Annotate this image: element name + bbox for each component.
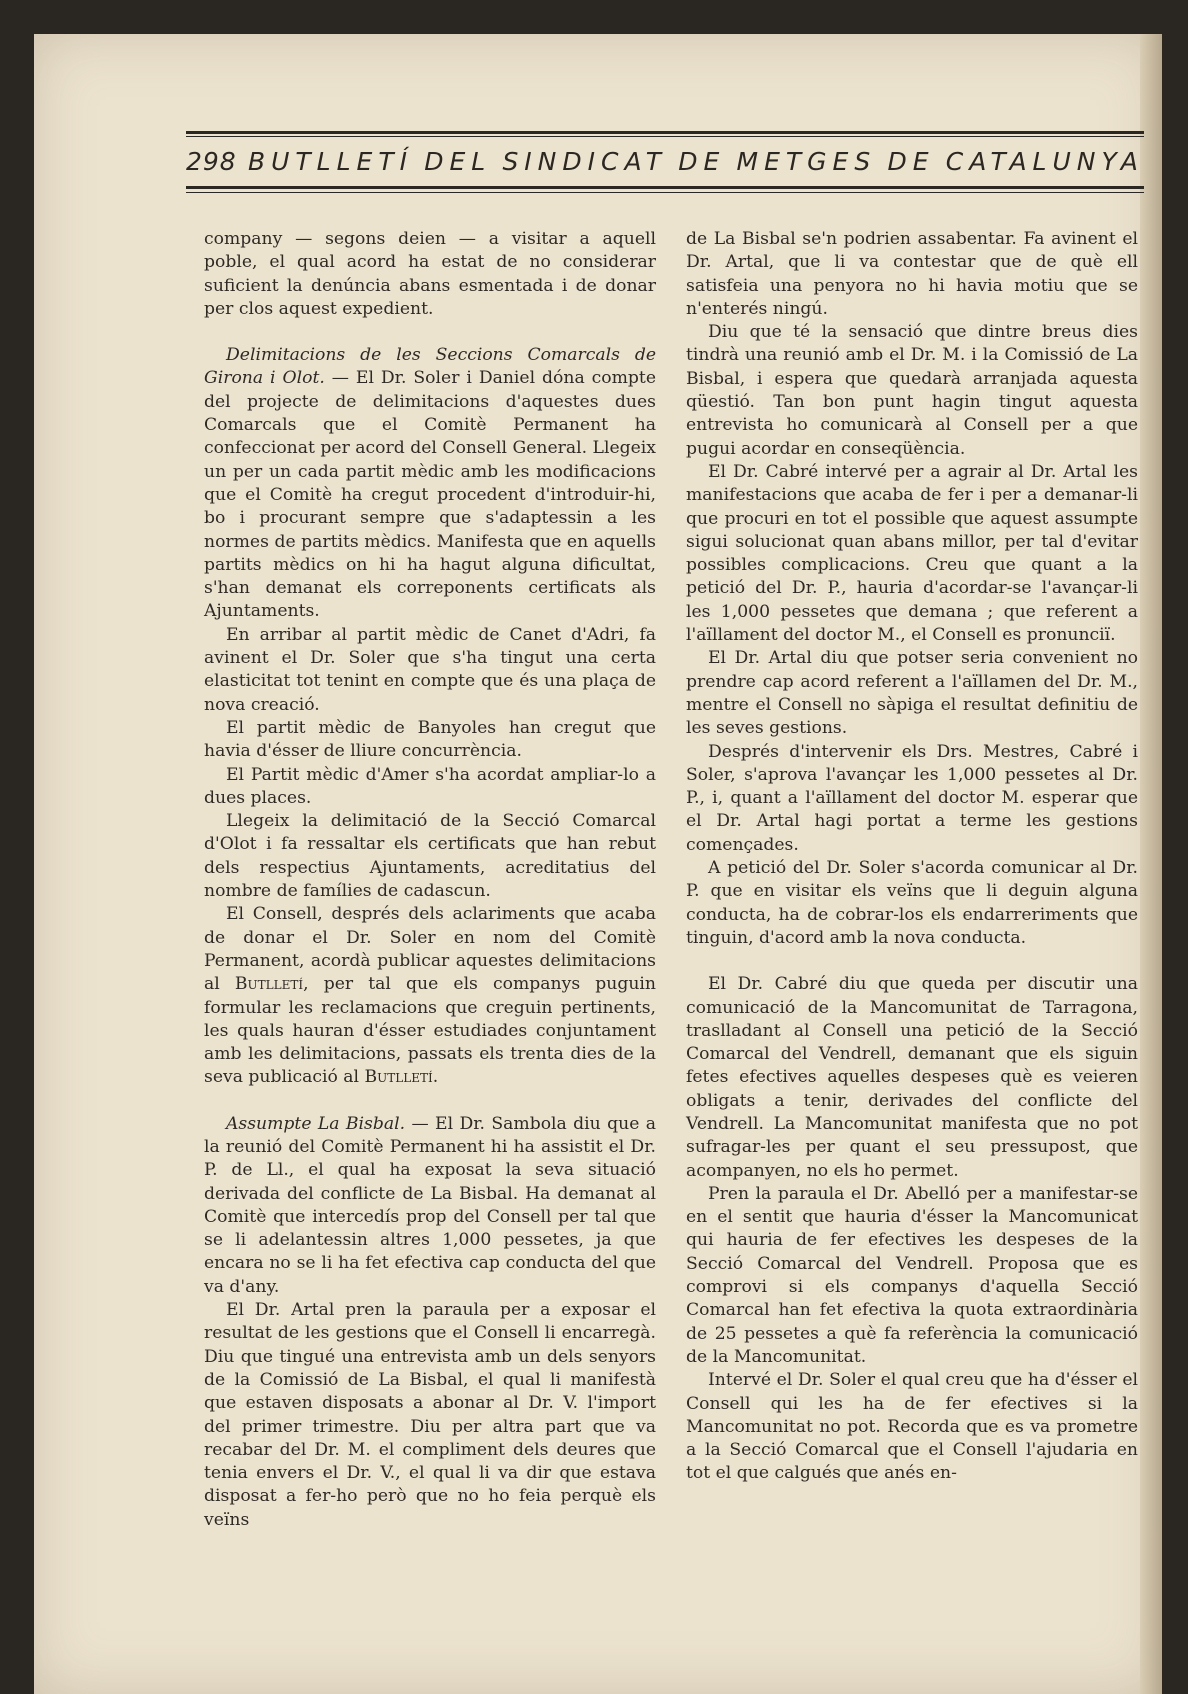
paragraph: Diu que té la sensació que dintre breus dies tindrà una reunió amb el Dr. M. i la Comissió de La Bisbal, i espera que quedarà arranjada aquesta qüestió. Tan bon punt hagin tingut aquesta entrevista ho comunicarà al Consell per a que pugui acordar en conseqüència. <box>686 322 1138 459</box>
paragraph: Delimitacions de les Seccions Comarcals de Girona i Olot. — El Dr. Soler i Daniel dóna compte del projecte de delimitacions d'aquestes dues Comarcals que el Comitè Permanent ha confeccionat per acord del Consell General. Llegeix un per un cada partit mèdic amb les modificacions que el Comitè ha cregut procedent d'introduir-hi, bo i procurant sempre que s'adaptessin a les normes de partits mèdics. Manifesta que en aquells partits mèdics on hi ha hagut alguna dificultat, s'han demanat els correponents certificats als Ajuntaments. <box>204 345 656 622</box>
paragraph: Després d'intervenir els Drs. Mestres, Cabré i Soler, s'aprova l'avançar les 1,000 pessetes al Dr. P., i, quant a l'aïllament del doctor M. esperar que el Dr. Artal hagi portat a terme les gestions començades. <box>686 741 1138 855</box>
bulletin-name: Butlletí <box>234 974 304 995</box>
paragraph: El partit mèdic de Banyoles han cregut que havia d'ésser de lliure concurrència. <box>204 717 656 762</box>
running-header <box>186 142 1144 180</box>
header-word: METGES <box>736 146 877 176</box>
paragraph: company — segons deien — a visitar a aquell poble, el qual acord ha estat de no considerar suficient la denúncia abans esmentada i de donar per clos aquest expedient. <box>204 229 656 319</box>
header-word: DE <box>678 146 726 176</box>
left-column <box>204 228 656 1532</box>
paragraph: El Consell, després dels aclariments que acaba de donar el Dr. Soler en nom del Comitè Permanent, acordà publicar aquestes delimitacions al Butlletí, per tal que els companys puguin formular les reclamacions que creguin pertinents, les quals hauran d'ésser estudiades conjuntament amb les delimitacions, passats els trenta dies de la seva publicació al Butlletí. <box>204 904 656 1088</box>
page-number: 298 <box>186 146 237 176</box>
paragraph: El Partit mèdic d'Amer s'ha acordat ampliar-lo a dues places. <box>204 764 656 808</box>
paragraph: En arribar al partit mèdic de Canet d'Adri, fa avinent el Dr. Soler que s'ha tingut una certa elasticitat tot tenint en compte que és una plaça de nova creació. <box>204 624 656 715</box>
header-word: BUTLLETÍ <box>247 146 413 176</box>
right-column <box>686 228 1138 1486</box>
paragraph: El Dr. Artal diu que potser seria convenient no prendre cap acord referent a l'aïllamen del Dr. M., mentre el Consell no sàpiga el resultat definitiu de les seves gestions. <box>686 648 1138 739</box>
paragraph: A petició del Dr. Soler s'acorda comunicar al Dr. P. que en visitar els veïns que li deguin alguna conducta, ha de cobrar-los els endarreriments que tinguin, d'acord amb la nova conducta. <box>686 858 1138 948</box>
paragraph: de La Bisbal se'n podrien assabentar. Fa avinent el Dr. Artal, que li va contestar que de què ell satisfeia una penyora no hi havia motiu que se n'enterés ningú. <box>686 229 1138 319</box>
header-rule-top <box>186 131 1144 134</box>
bulletin-name: Butlletí <box>364 1067 433 1088</box>
header-word: CATALUNYA <box>945 146 1144 176</box>
page-edge <box>1140 34 1162 1694</box>
header-word: DEL <box>424 146 492 176</box>
section-heading: Assumpte La Bisbal. <box>226 1113 406 1134</box>
paragraph: Llegeix la delimitació de la Secció Comarcal d'Olot i fa ressaltar els certificats que han rebut dels respectius Ajuntaments, acreditatius del nombre de famílies de cadascun. <box>204 811 656 902</box>
header-word: DE <box>887 146 935 176</box>
section-heading: Delimitacions de les Seccions Comarcals de Girona i Olot. <box>204 345 656 389</box>
header-rule-bottom-thin <box>186 192 1144 193</box>
paragraph: El Dr. Cabré diu que queda per discutir una comunicació de la Mancomunitat de Tarragona, traslladant al Consell una petició de la Secció Comarcal del Vendrell, demanant que els siguin fetes efectives aquelles despeses què es veieren obligats a tenir, derivades del conflicte del Vendrell. La Mancomunitat manifesta que no pot sufragar-les per quant el seu pressupost, que acompanyen, no els ho permet. <box>686 974 1138 1181</box>
header-rule-top-thin <box>186 136 1144 137</box>
paragraph: El Dr. Cabré intervé per a agrair al Dr. Artal les manifestacions que acaba de fer i per a demanar-li que procuri en tot el possible que aquest assumpte sigui solucionat quan abans millor, per tal d'evitar possibles complicacions. Creu que quant a la petició del Dr. P., hauria d'acordar-se l'avançar-li les 1,000 pessetes que demana ; que referent a l'aïllament del doctor M., el Consell es pronunciï. <box>686 461 1138 646</box>
header-rule-bottom <box>186 186 1144 189</box>
paragraph: El Dr. Artal pren la paraula per a exposar el resultat de les gestions que el Consell li encarregà. Diu que tingué una entrevista amb un dels senyors de la Comissió de La Bisbal, el qual li manifestà que estaven disposats a abonar al Dr. V. l'import del primer trimestre. Diu per altra part que va recabar del Dr. M. el compliment dels deures que tenia envers el Dr. V., el qual li va dir que estava disposat a fer-ho però que no ho feia perquè els veïns <box>204 1300 656 1530</box>
paragraph: Pren la paraula el Dr. Abelló per a manifestar-se en el sentit que hauria d'ésser la Mancomunicat qui hauria de fer efectives les despeses de la Secció Comarcal del Vendrell. Proposa que es comprovi si els companys d'aquella Secció Comarcal han fet efectiva la quota extraordinària de 25 pessetes a què fa referència la comunicació de la Mancomunitat. <box>686 1183 1138 1367</box>
header-word: SINDICAT <box>502 146 668 176</box>
paragraph: Intervé el Dr. Soler el qual creu que ha d'ésser el Consell qui les ha de fer efectives si la Mancomunitat no pot. Recorda que es va prometre a la Secció Comarcal que el Consell l'ajudaria en tot el que calgués que anés en- <box>686 1370 1138 1484</box>
paragraph: Assumpte La Bisbal. — El Dr. Sambola diu que a la reunió del Comitè Permanent hi ha assistit el Dr. P. de Ll., el qual ha exposat la seva situació derivada del conflicte de La Bisbal. Ha demanat al Comitè que intercedís prop del Consell per tal que se li adelantessin altres 1,000 pessetes, ja que encara no se li ha fet efectiva cap conducta del que va d'any. <box>204 1113 656 1297</box>
